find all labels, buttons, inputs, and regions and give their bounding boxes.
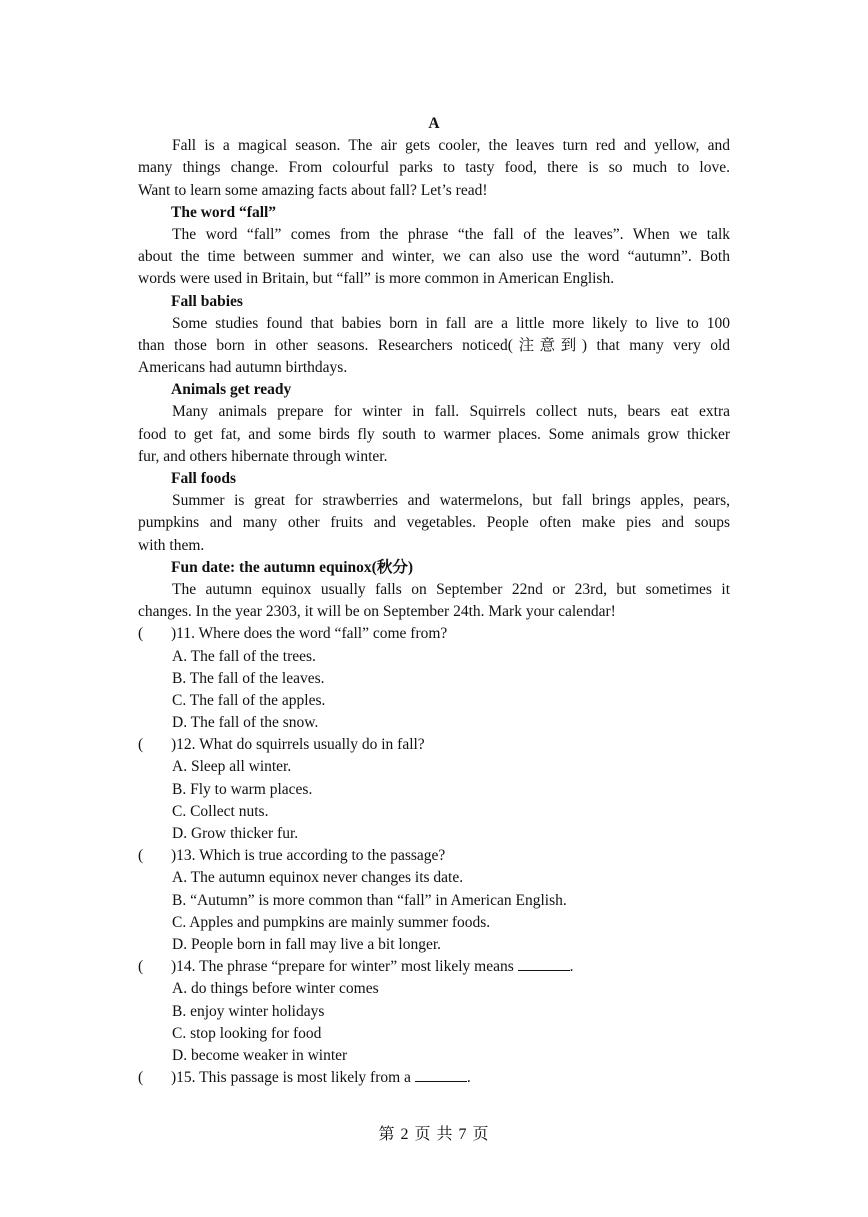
answer-option: C. Collect nuts. <box>172 802 269 820</box>
paragraph-line: pumpkins and many other fruits and vegetables. People often make pies and soups <box>138 514 730 532</box>
question-12 <box>138 734 730 845</box>
question-stem <box>138 623 730 645</box>
intro-paragraph <box>138 135 730 202</box>
answer-option: D. People born in fall may live a bit longer. <box>172 935 442 953</box>
question-text-end: . <box>466 1069 471 1087</box>
paragraph-line: words were used in Britain, but “fall” is more common in American English. <box>138 270 615 288</box>
answer-paren[interactable]: ( <box>138 958 144 976</box>
answer-option: B. enjoy winter holidays <box>172 1002 325 1020</box>
intro-line: many things change. From colourful parks to tasty food, there is so much to love. <box>138 159 730 177</box>
answer-option: B. “Autumn” is more common than “fall” in American English. <box>172 891 567 909</box>
paragraph-line: The word “fall” comes from the phrase “the fall of the leaves”. When we talk <box>172 225 730 243</box>
paragraph-line: about the time between summer and winter, we can also use the word “autumn”. Both <box>138 248 730 266</box>
answer-option: D. become weaker in winter <box>172 1046 348 1064</box>
section-heading: The word “fall” <box>171 203 277 221</box>
section-heading: Animals get ready <box>171 381 292 399</box>
answer-paren[interactable]: ( <box>138 1069 144 1087</box>
answer-option: D. The fall of the snow. <box>172 714 319 732</box>
intro-line: Fall is a magical season. The air gets cooler, the leaves turn red and yellow, and <box>172 137 730 155</box>
question-text: )12. What do squirrels usually do in fall? <box>171 736 425 754</box>
answer-option: C. Apples and pumpkins are mainly summer foods. <box>172 913 491 931</box>
answer-option: B. The fall of the leaves. <box>172 669 325 687</box>
question-stem <box>138 956 730 978</box>
answer-paren[interactable]: ( <box>138 736 144 754</box>
section-heading: Fall foods <box>171 470 237 487</box>
question-13 <box>138 845 730 956</box>
answer-option: A. The fall of the trees. <box>172 647 316 665</box>
question-text: )14. The phrase “prepare for winter” most likely means <box>171 958 514 976</box>
document-page <box>138 113 730 1089</box>
question-text: )11. Where does the word “fall” come from? <box>171 625 448 643</box>
intro-line: Want to learn some amazing facts about fall? Let’s read! <box>138 181 488 199</box>
section-animals <box>138 379 730 468</box>
section-fall-foods <box>138 468 730 557</box>
question-stem <box>138 1067 730 1089</box>
question-stem <box>138 845 730 867</box>
paragraph-line: with them. <box>138 536 205 554</box>
paragraph-line: Many animals prepare for winter in fall. Squirrels collect nuts, bears eat extra <box>172 403 730 421</box>
answer-option: D. Grow thicker fur. <box>172 825 299 842</box>
answer-option: B. Fly to warm places. <box>172 780 313 798</box>
answer-option: A. The autumn equinox never changes its date. <box>172 869 464 887</box>
paragraph-line: changes. In the year 2303, it will be on September 24th. Mark your calendar! <box>138 603 616 621</box>
answer-blank[interactable] <box>415 1067 467 1082</box>
question-15 <box>138 1067 730 1089</box>
section-equinox <box>138 557 730 624</box>
page-footer: 第 2 页 共 7 页 <box>378 1126 490 1143</box>
paragraph-line: Summer is great for strawberries and watermelons, but fall brings apples, pears, <box>172 492 730 510</box>
paragraph-line: food to get fat, and some birds fly south to warmer places. Some animals grow thicker <box>138 425 730 443</box>
section-heading: Fun date: the autumn equinox(秋分) <box>171 558 413 576</box>
answer-option: A. do things before winter comes <box>172 980 379 998</box>
answer-blank[interactable] <box>518 956 570 971</box>
answer-paren[interactable]: ( <box>138 847 144 865</box>
question-stem <box>138 734 730 756</box>
paragraph-line: Americans had autumn birthdays. <box>138 359 348 377</box>
question-text: )15. This passage is most likely from a <box>171 1069 411 1087</box>
question-14 <box>138 956 730 1067</box>
answer-option: C. stop looking for food <box>172 1024 322 1042</box>
question-text-end: . <box>569 958 574 976</box>
question-text: )13. Which is true according to the passage? <box>171 847 446 865</box>
paragraph-line: than those born in other seasons. Researchers noticed(注意到) that many very old <box>138 336 730 354</box>
question-11 <box>138 623 730 734</box>
answer-option: C. The fall of the apples. <box>172 691 326 709</box>
answer-option: A. Sleep all winter. <box>172 758 292 776</box>
paragraph-line: Some studies found that babies born in fall are a little more likely to live to 100 <box>172 314 730 332</box>
section-fall-babies <box>138 291 730 380</box>
section-heading: Fall babies <box>171 292 243 310</box>
section-word-fall <box>138 202 730 291</box>
paragraph-line: The autumn equinox usually falls on September 22nd or 23rd, but sometimes it <box>172 580 730 598</box>
paragraph-line: fur, and others hibernate through winter. <box>138 447 388 465</box>
section-title: A <box>428 115 440 132</box>
answer-paren[interactable]: ( <box>138 625 144 643</box>
